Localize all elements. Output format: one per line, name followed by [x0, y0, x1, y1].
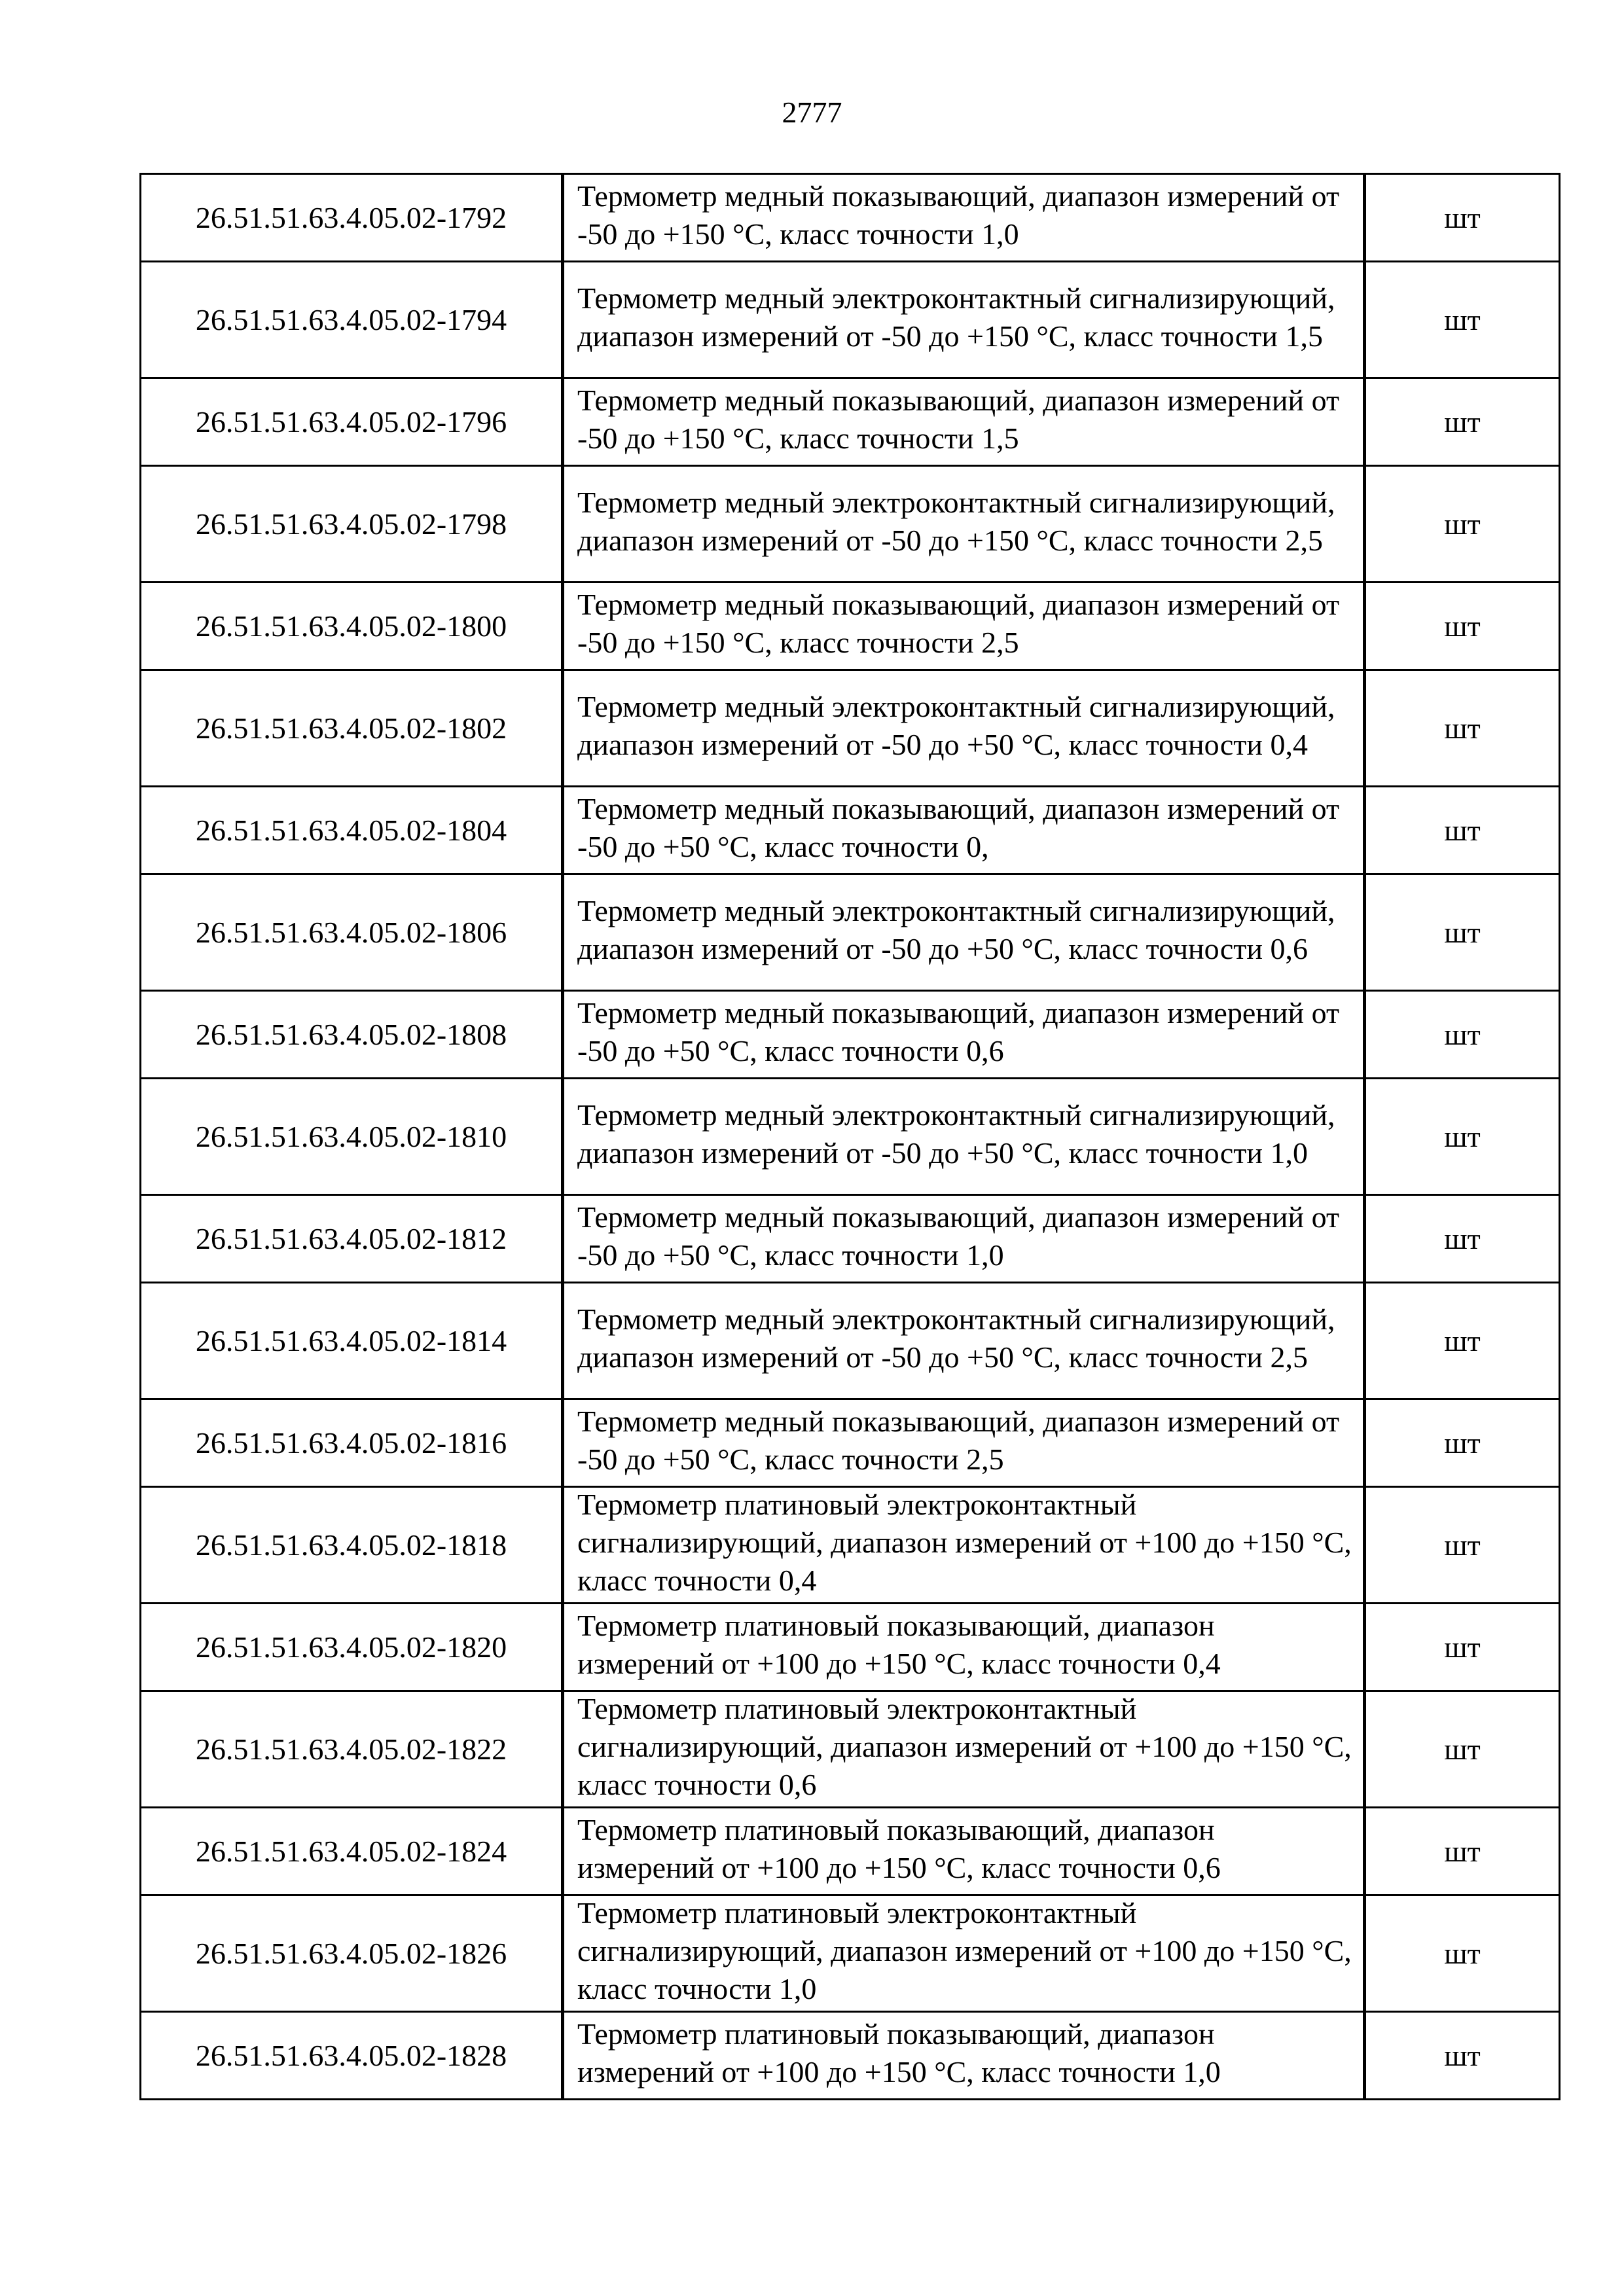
- item-description: Термометр платиновый электроконтактный сигнализирующий, диапазон измерений от +100 до +150 °С, класс точности 0,6: [577, 1691, 1352, 1801]
- item-unit-cell: шт: [1365, 1079, 1560, 1195]
- item-unit-cell: шт: [1365, 378, 1560, 466]
- table-row: [141, 670, 1560, 787]
- item-unit-cell: шт: [1365, 874, 1560, 991]
- item-code-cell: 26.51.51.63.4.05.02-1810: [141, 1079, 563, 1195]
- item-description-cell: [563, 1283, 1365, 1399]
- item-description-cell: [563, 1808, 1365, 1895]
- item-code-cell: 26.51.51.63.4.05.02-1822: [141, 1691, 563, 1808]
- item-unit-cell: шт: [1365, 1808, 1560, 1895]
- item-description-cell: [563, 1195, 1365, 1283]
- item-description: Термометр медный показывающий, диапазон измерений от -50 до +150 °С, класс точности 1,0: [577, 179, 1340, 251]
- item-unit-cell: шт: [1365, 1895, 1560, 2012]
- table-row: [141, 2012, 1560, 2100]
- table-row: [141, 174, 1560, 262]
- item-unit-cell: шт: [1365, 991, 1560, 1079]
- table-row: [141, 1079, 1560, 1195]
- item-code-cell: 26.51.51.63.4.05.02-1818: [141, 1487, 563, 1604]
- item-description-cell: [563, 583, 1365, 670]
- item-description: Термометр платиновый показывающий, диапазон измерений от +100 до +150 °С, класс точности 0,6: [577, 1812, 1221, 1884]
- item-unit-cell: шт: [1365, 1487, 1560, 1604]
- table-row: [141, 1283, 1560, 1399]
- item-description-cell: [563, 1399, 1365, 1487]
- item-description: Термометр медный электроконтактный сигнализирующий, диапазон измерений от -50 до +50 °С, класс точности 2,5: [577, 1302, 1335, 1374]
- item-description-cell: [563, 1604, 1365, 1691]
- item-description: Термометр медный электроконтактный сигнализирующий, диапазон измерений от -50 до +50 °С, класс точности 1,0: [577, 1098, 1335, 1170]
- item-unit-cell: шт: [1365, 2012, 1560, 2100]
- item-description: Термометр платиновый показывающий, диапазон измерений от +100 до +150 °С, класс точности 1,0: [577, 2017, 1221, 2089]
- item-description-cell: [563, 1079, 1365, 1195]
- item-code-cell: 26.51.51.63.4.05.02-1816: [141, 1399, 563, 1487]
- item-description-cell: [563, 466, 1365, 583]
- item-code-cell: 26.51.51.63.4.05.02-1804: [141, 787, 563, 874]
- item-code-cell: 26.51.51.63.4.05.02-1802: [141, 670, 563, 787]
- item-description: Термометр платиновый показывающий, диапазон измерений от +100 до +150 °С, класс точности 0,4: [577, 1608, 1221, 1680]
- table-row: [141, 991, 1560, 1079]
- table-row: [141, 583, 1560, 670]
- item-description: Термометр медный показывающий, диапазон измерений от -50 до +50 °С, класс точности 2,5: [577, 1404, 1340, 1476]
- item-description-cell: [563, 1691, 1365, 1808]
- item-code-cell: 26.51.51.63.4.05.02-1820: [141, 1604, 563, 1691]
- item-code-cell: 26.51.51.63.4.05.02-1828: [141, 2012, 563, 2100]
- item-description: Термометр медный показывающий, диапазон измерений от -50 до +50 °С, класс точности 0,6: [577, 996, 1340, 1067]
- table-row: [141, 787, 1560, 874]
- item-unit-cell: шт: [1365, 1399, 1560, 1487]
- item-description: Термометр медный электроконтактный сигнализирующий, диапазон измерений от -50 до +150 °С, класс точности 2,5: [577, 485, 1335, 557]
- item-description: Термометр медный показывающий, диапазон измерений от -50 до +150 °С, класс точности 2,5: [577, 587, 1340, 659]
- item-description-cell: [563, 1895, 1365, 2012]
- item-code-cell: 26.51.51.63.4.05.02-1798: [141, 466, 563, 583]
- item-code-cell: 26.51.51.63.4.05.02-1808: [141, 991, 563, 1079]
- table-row: [141, 1808, 1560, 1895]
- item-description-cell: [563, 991, 1365, 1079]
- item-description: Термометр платиновый электроконтактный сигнализирующий, диапазон измерений от +100 до +150 °С, класс точности 0,4: [577, 1487, 1352, 1597]
- item-description: Термометр медный показывающий, диапазон измерений от -50 до +50 °С, класс точности 0,: [577, 791, 1340, 863]
- table-row: [141, 1399, 1560, 1487]
- item-description: Термометр медный показывающий, диапазон измерений от -50 до +50 °С, класс точности 1,0: [577, 1200, 1340, 1272]
- item-code-cell: 26.51.51.63.4.05.02-1794: [141, 262, 563, 378]
- item-unit-cell: шт: [1365, 1195, 1560, 1283]
- item-description: Термометр платиновый электроконтактный сигнализирующий, диапазон измерений от +100 до +150 °С, класс точности 1,0: [577, 1895, 1352, 2005]
- item-description-cell: [563, 787, 1365, 874]
- item-unit-cell: шт: [1365, 670, 1560, 787]
- page-number: 2777: [782, 96, 842, 129]
- item-description: Термометр медный электроконтактный сигнализирующий, диапазон измерений от -50 до +150 °С, класс точности 1,5: [577, 281, 1335, 353]
- item-description-cell: [563, 262, 1365, 378]
- item-unit-cell: шт: [1365, 466, 1560, 583]
- table-row: [141, 1895, 1560, 2012]
- table-row: [141, 1195, 1560, 1283]
- item-description: Термометр медный электроконтактный сигнализирующий, диапазон измерений от -50 до +50 °С, класс точности 0,4: [577, 689, 1335, 761]
- item-code-cell: 26.51.51.63.4.05.02-1812: [141, 1195, 563, 1283]
- item-description-cell: [563, 874, 1365, 991]
- table-row: [141, 378, 1560, 466]
- item-unit-cell: шт: [1365, 1691, 1560, 1808]
- item-code-cell: 26.51.51.63.4.05.02-1824: [141, 1808, 563, 1895]
- item-description-cell: [563, 174, 1365, 262]
- item-description-cell: [563, 1487, 1365, 1604]
- item-description: Термометр медный показывающий, диапазон измерений от -50 до +150 °С, класс точности 1,5: [577, 383, 1340, 455]
- item-code-cell: 26.51.51.63.4.05.02-1792: [141, 174, 563, 262]
- table-row: [141, 466, 1560, 583]
- item-unit-cell: шт: [1365, 787, 1560, 874]
- item-description: Термометр медный электроконтактный сигнализирующий, диапазон измерений от -50 до +50 °С, класс точности 0,6: [577, 893, 1335, 965]
- item-code-cell: 26.51.51.63.4.05.02-1806: [141, 874, 563, 991]
- item-code-cell: 26.51.51.63.4.05.02-1814: [141, 1283, 563, 1399]
- catalog-table: [139, 173, 1561, 2100]
- table-row: [141, 262, 1560, 378]
- item-unit-cell: шт: [1365, 583, 1560, 670]
- table-row: [141, 1691, 1560, 1808]
- item-code-cell: 26.51.51.63.4.05.02-1826: [141, 1895, 563, 2012]
- item-unit-cell: шт: [1365, 262, 1560, 378]
- item-code-cell: 26.51.51.63.4.05.02-1796: [141, 378, 563, 466]
- item-unit-cell: шт: [1365, 1283, 1560, 1399]
- table-row: [141, 1487, 1560, 1604]
- item-code-cell: 26.51.51.63.4.05.02-1800: [141, 583, 563, 670]
- catalog-table-body: [141, 174, 1560, 2100]
- item-description-cell: [563, 378, 1365, 466]
- item-unit-cell: шт: [1365, 1604, 1560, 1691]
- item-description-cell: [563, 2012, 1365, 2100]
- item-unit-cell: шт: [1365, 174, 1560, 262]
- table-row: [141, 874, 1560, 991]
- item-description-cell: [563, 670, 1365, 787]
- table-row: [141, 1604, 1560, 1691]
